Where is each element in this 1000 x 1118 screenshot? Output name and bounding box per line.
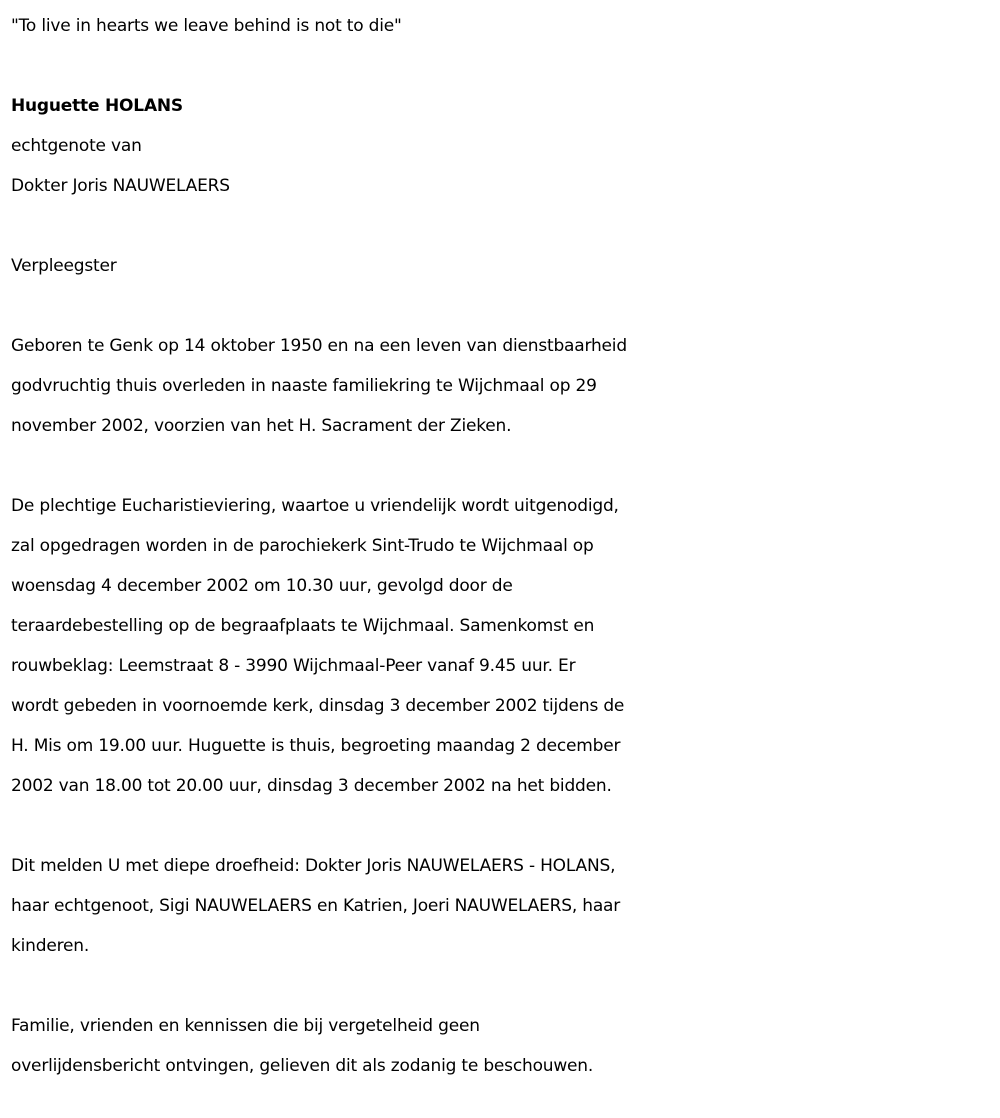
paragraph-announcement [11,846,992,966]
spacer [11,446,992,486]
spacer [11,966,992,1006]
paragraph-closing [11,1006,992,1086]
paragraph-birth-death [11,326,992,446]
spouse-name: Dokter Joris NAUWELAERS [11,176,230,196]
quote: "To live in hearts we leave behind is not to die" [11,16,402,36]
spacer [11,46,992,86]
paragraph-line: rouwbeklag: Leemstraat 8 - 3990 Wijchmaal-Peer vanaf 9.45 uur. Er [11,656,576,676]
paragraph-line: wordt gebeden in voornoemde kerk, dinsdag 3 december 2002 tijdens de [11,696,625,716]
paragraph-line: zal opgedragen worden in de parochiekerk Sint-Trudo te Wijchmaal op [11,536,594,556]
paragraph-line: 2002 van 18.00 tot 20.00 uur, dinsdag 3 december 2002 na het bidden. [11,776,612,796]
paragraph-line: overlijdensbericht ontvingen, gelieven dit als zodanig te beschouwen. [11,1056,594,1076]
paragraph-line: haar echtgenoot, Sigi NAUWELAERS en Katrien, Joeri NAUWELAERS, haar [11,896,621,916]
paragraph-line: Geboren te Genk op 14 oktober 1950 en na een leven van dienstbaarheid [11,336,627,356]
paragraph-line: Familie, vrienden en kennissen die bij vergetelheid geen [11,1016,480,1036]
deceased-name: Huguette HOLANS [11,96,183,116]
paragraph-line: H. Mis om 19.00 uur. Huguette is thuis, begroeting maandag 2 december [11,736,621,756]
paragraph-line: De plechtige Eucharistieviering, waartoe u vriendelijk wordt uitgenodigd, [11,496,619,516]
spacer [11,286,992,326]
relation-text: echtgenote van [11,136,142,156]
paragraph-line: november 2002, voorzien van het H. Sacrament der Zieken. [11,416,512,436]
paragraph-line: kinderen. [11,936,90,956]
spacer [11,806,992,846]
paragraph-ceremony [11,486,992,806]
paragraph-line: Dit melden U met diepe droefheid: Dokter Joris NAUWELAERS - HOLANS, [11,856,616,876]
paragraph-line: godvruchtig thuis overleden in naaste familiekring te Wijchmaal op 29 [11,376,597,396]
paragraph-line: teraardebestelling op de begraafplaats te Wijchmaal. Samenkomst en [11,616,595,636]
paragraph-line: woensdag 4 december 2002 om 10.30 uur, gevolgd door de [11,576,513,596]
spacer [11,206,992,246]
profession: Verpleegster [11,256,117,276]
